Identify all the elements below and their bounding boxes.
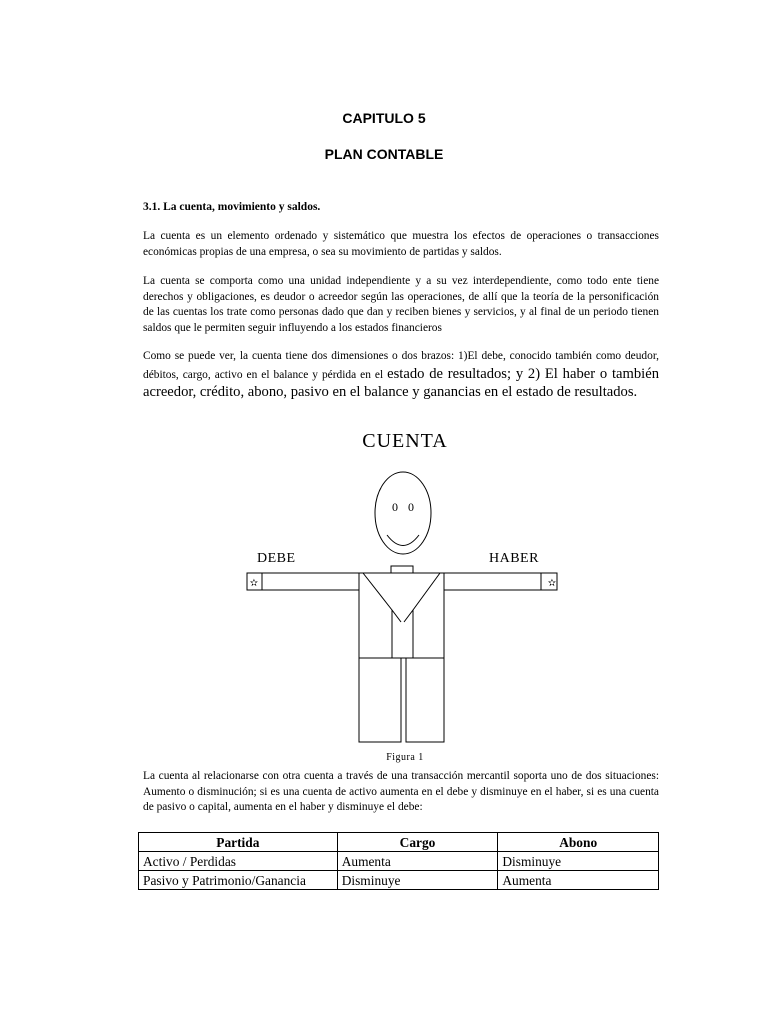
figure-head <box>375 472 431 554</box>
table-header: Partida <box>139 833 338 852</box>
table-row <box>139 852 659 871</box>
figure-neck <box>391 566 413 573</box>
ledger-table <box>138 832 659 890</box>
paragraph-2: La cuenta se comporta como una unidad independiente y a su vez interdependiente, como todo ente tiene derechos y obligaciones, es deudor o acreedor según las operaciones, de allí que la teoría de la personificación de las cuentas los trate como personas dado que dan y reciben bienes y servicios, y al final de un periodo tienen saldos que le permiten seguir influyendo a los estados financieros <box>143 275 659 334</box>
figure-title: CUENTA <box>362 430 448 452</box>
paragraph-4: La cuenta al relacionarse con otra cuenta a través de una transacción mercantil soporta uno de dos situaciones: Aumento o disminución; si es una cuenta de activo aumenta en el debe y disminuye en el haber, si es una cuenta de pasivo o capital, aumenta en el haber y disminuye el debe: <box>143 770 659 813</box>
page-title: PLAN CONTABLE <box>324 146 444 162</box>
table-cell: Disminuye <box>498 852 659 871</box>
table-cell: Disminuye <box>337 871 498 890</box>
table-cell: Aumenta <box>498 871 659 890</box>
star-icon: ✫ <box>249 578 259 589</box>
paragraph-3-part-b: estado de resultados; y 2) El haber o también acreedor, crédito, abono, pasivo en el balance y ganancias en el estado de resultados. <box>143 365 659 400</box>
table-header: Cargo <box>337 833 498 852</box>
figure-eye-right: 0 <box>408 500 414 514</box>
figure-smile <box>387 535 419 546</box>
figure-right-leg <box>406 658 444 742</box>
figure-right-arm <box>444 573 557 590</box>
debe-label: DEBE <box>257 551 296 566</box>
table-row <box>139 871 659 890</box>
figure-left-arm <box>247 573 359 590</box>
figure-eye-left: 0 <box>392 500 398 514</box>
figure-caption: Figura 1 <box>386 752 424 763</box>
chapter-heading: CAPITULO 5 <box>342 110 426 126</box>
table-cell: Activo / Perdidas <box>139 852 338 871</box>
table-cell: Aumenta <box>337 852 498 871</box>
paragraph-3-part-a: Como se puede ver, la cuenta tiene dos dimensiones o dos brazos: 1)El debe, conocido también como deudor, débitos, cargo, activo en el balance y pérdida en el <box>143 350 659 381</box>
section-heading: 3.1. La cuenta, movimiento y saldos. <box>143 201 321 213</box>
figure-left-leg <box>359 658 401 742</box>
table-cell: Pasivo y Patrimonio/Ganancia <box>139 871 338 890</box>
star-icon: ✫ <box>547 578 557 589</box>
paragraph-1: La cuenta es un elemento ordenado y sistemático que muestra los efectos de operaciones o transacciones económicas propias de una empresa, o sea su movimiento de partidas y saldos. <box>143 230 659 258</box>
table-header: Abono <box>498 833 659 852</box>
haber-label: HABER <box>489 551 539 566</box>
table-header-row <box>139 833 659 852</box>
